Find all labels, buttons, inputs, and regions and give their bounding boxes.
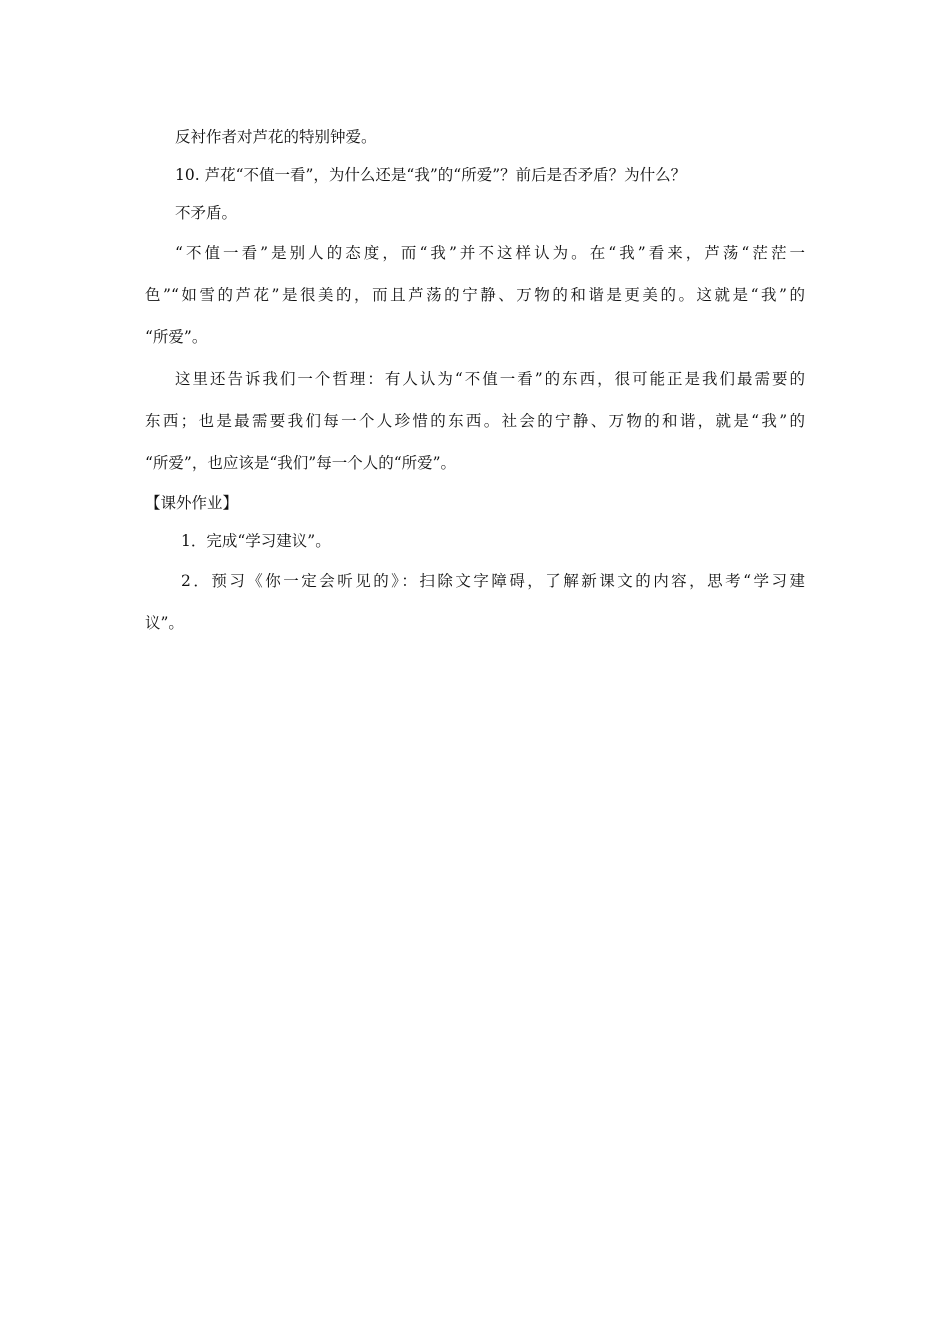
answer-10-paragraph-2-line-2: 东西；也是最需要我们每一个人珍惜的东西。社会的宁静、万物的和谐，就是“我”的 xyxy=(145,412,805,430)
paragraph-continuation: 反衬作者对芦花的特别钟爱。 xyxy=(175,128,377,146)
answer-10-paragraph-1-line-3: “所爱”。 xyxy=(145,328,208,346)
answer-10-paragraph-1-line-2: 色”“如雪的芦花”是很美的，而且芦荡的宁静、万物的和谐是更美的。这就是“我”的 xyxy=(145,286,805,304)
answer-10-paragraph-1-line-1: “不值一看”是别人的态度，而“我”并不这样认为。在“我”看来，芦荡“茫茫一 xyxy=(175,244,805,262)
answer-10-paragraph-1 xyxy=(145,232,805,358)
answer-10-short: 不矛盾。 xyxy=(175,204,238,222)
homework-item-2-line-1: 2．预习《你一定会听见的》：扫除文字障碍，了解新课文的内容，思考“学习建 xyxy=(181,572,805,590)
homework-item-1: 1．完成“学习建议”。 xyxy=(181,532,331,550)
answer-10-paragraph-2-line-1: 这里还告诉我们一个哲理：有人认为“不值一看”的东西，很可能正是我们最需要的 xyxy=(175,370,805,388)
homework-heading: 【课外作业】 xyxy=(145,494,239,512)
homework-item-2-line-2: 议”。 xyxy=(145,614,184,632)
document-body xyxy=(145,118,805,644)
question-10: 10. 芦花“不值一看”，为什么还是“我”的“所爱”？前后是否矛盾？为什么？ xyxy=(175,166,687,184)
homework-item-2 xyxy=(145,560,805,644)
answer-10-paragraph-2-line-3: “所爱”，也应该是“我们”每一个人的“所爱”。 xyxy=(145,454,457,472)
answer-10-paragraph-2 xyxy=(145,358,805,484)
